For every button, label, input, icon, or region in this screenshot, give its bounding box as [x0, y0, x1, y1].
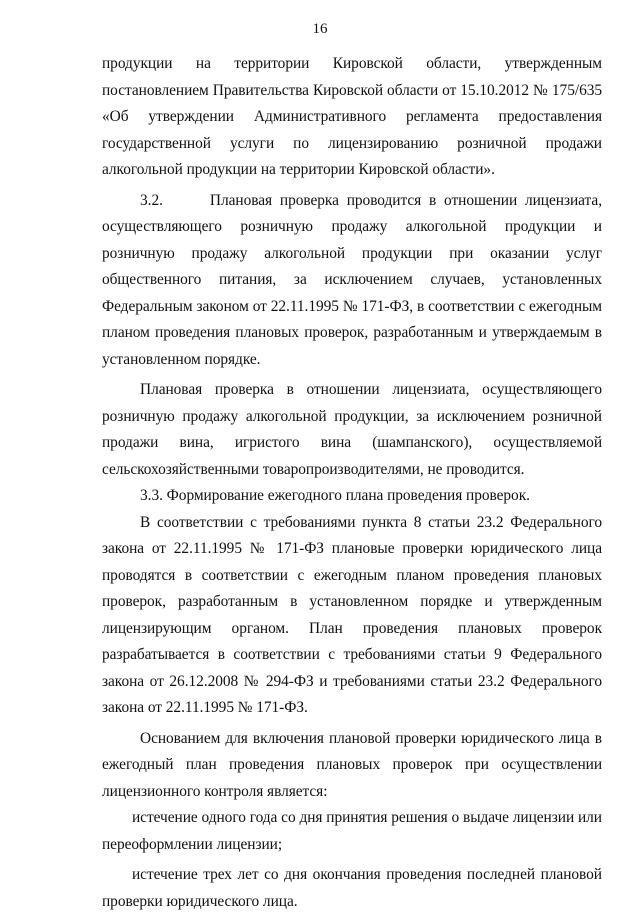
paragraph-basis-three-years: истечение трех лет со дня окончания проведения последней плановой проверки юридического лица.: [102, 866, 602, 910]
paragraph-basis-one-year: истечение одного года со дня принятия решения о выдаче лицензии или переоформлении лицензии;: [102, 809, 602, 853]
paragraph-plan-requirements: В соответствии с требованиями пункта 8 статьи 23.2 Федерального закона от 22.11.1995 № 171-ФЗ плановые проверки юридического лица проводятся в соответствии с ежегодным планом проведения плановых проверок, разработанным в установленном порядке и утвержденным лицензирующим органом. План проведения плановых проверок разрабатывается в соответствии с требованиями статьи 9 Федерального закона от 26.12.2008 № 294-ФЗ и требованиями статьи 23.2 Федерального закона от 22.11.1995 № 171-ФЗ.: [102, 513, 602, 716]
paragraph-3-2: 3.2. Плановая проверка проводится в отношении лицензиата, осуществляющего розничную продажу алкогольной продукции и розничную продажу алкогольной продукции при оказании услуг общественного питания, за исключением случаев, установленных Федеральным законом от 22.11.1995 № 171-ФЗ, в соответствии с ежегодным планом проведения плановых проверок, разработанным и утверждаемым в установленном порядке.: [102, 191, 602, 368]
paragraph-3-3-heading: 3.3. Формирование ежегодного плана проведения проверок.: [140, 487, 530, 504]
paragraph-regulation-reference: продукции на территории Кировской области, утвержденным постановлением Правительства Кировской области от 15.10.2012 № 175/635 «Об утверждении Административного регламента предоставления государственной услуги по лицензированию розничной продажи алкогольной продукции на территории Кировской области».: [102, 55, 602, 178]
paragraph-planned-inspection-exception: Плановая проверка в отношении лицензиата, осуществляющего розничную продажу алкогольной продукции, за исключением розничной продажи вина, игристого вина (шампанского), осуществляемой сельскохозяйственными товаропроизводителями, не проводится.: [102, 381, 602, 478]
document-body: [102, 51, 602, 915]
paragraph-inclusion-basis: Основанием для включения плановой проверки юридического лица в ежегодный план проведения плановых проверок при осуществлении лицензионного контроля является:: [102, 729, 602, 800]
page-number: 16: [312, 21, 328, 37]
